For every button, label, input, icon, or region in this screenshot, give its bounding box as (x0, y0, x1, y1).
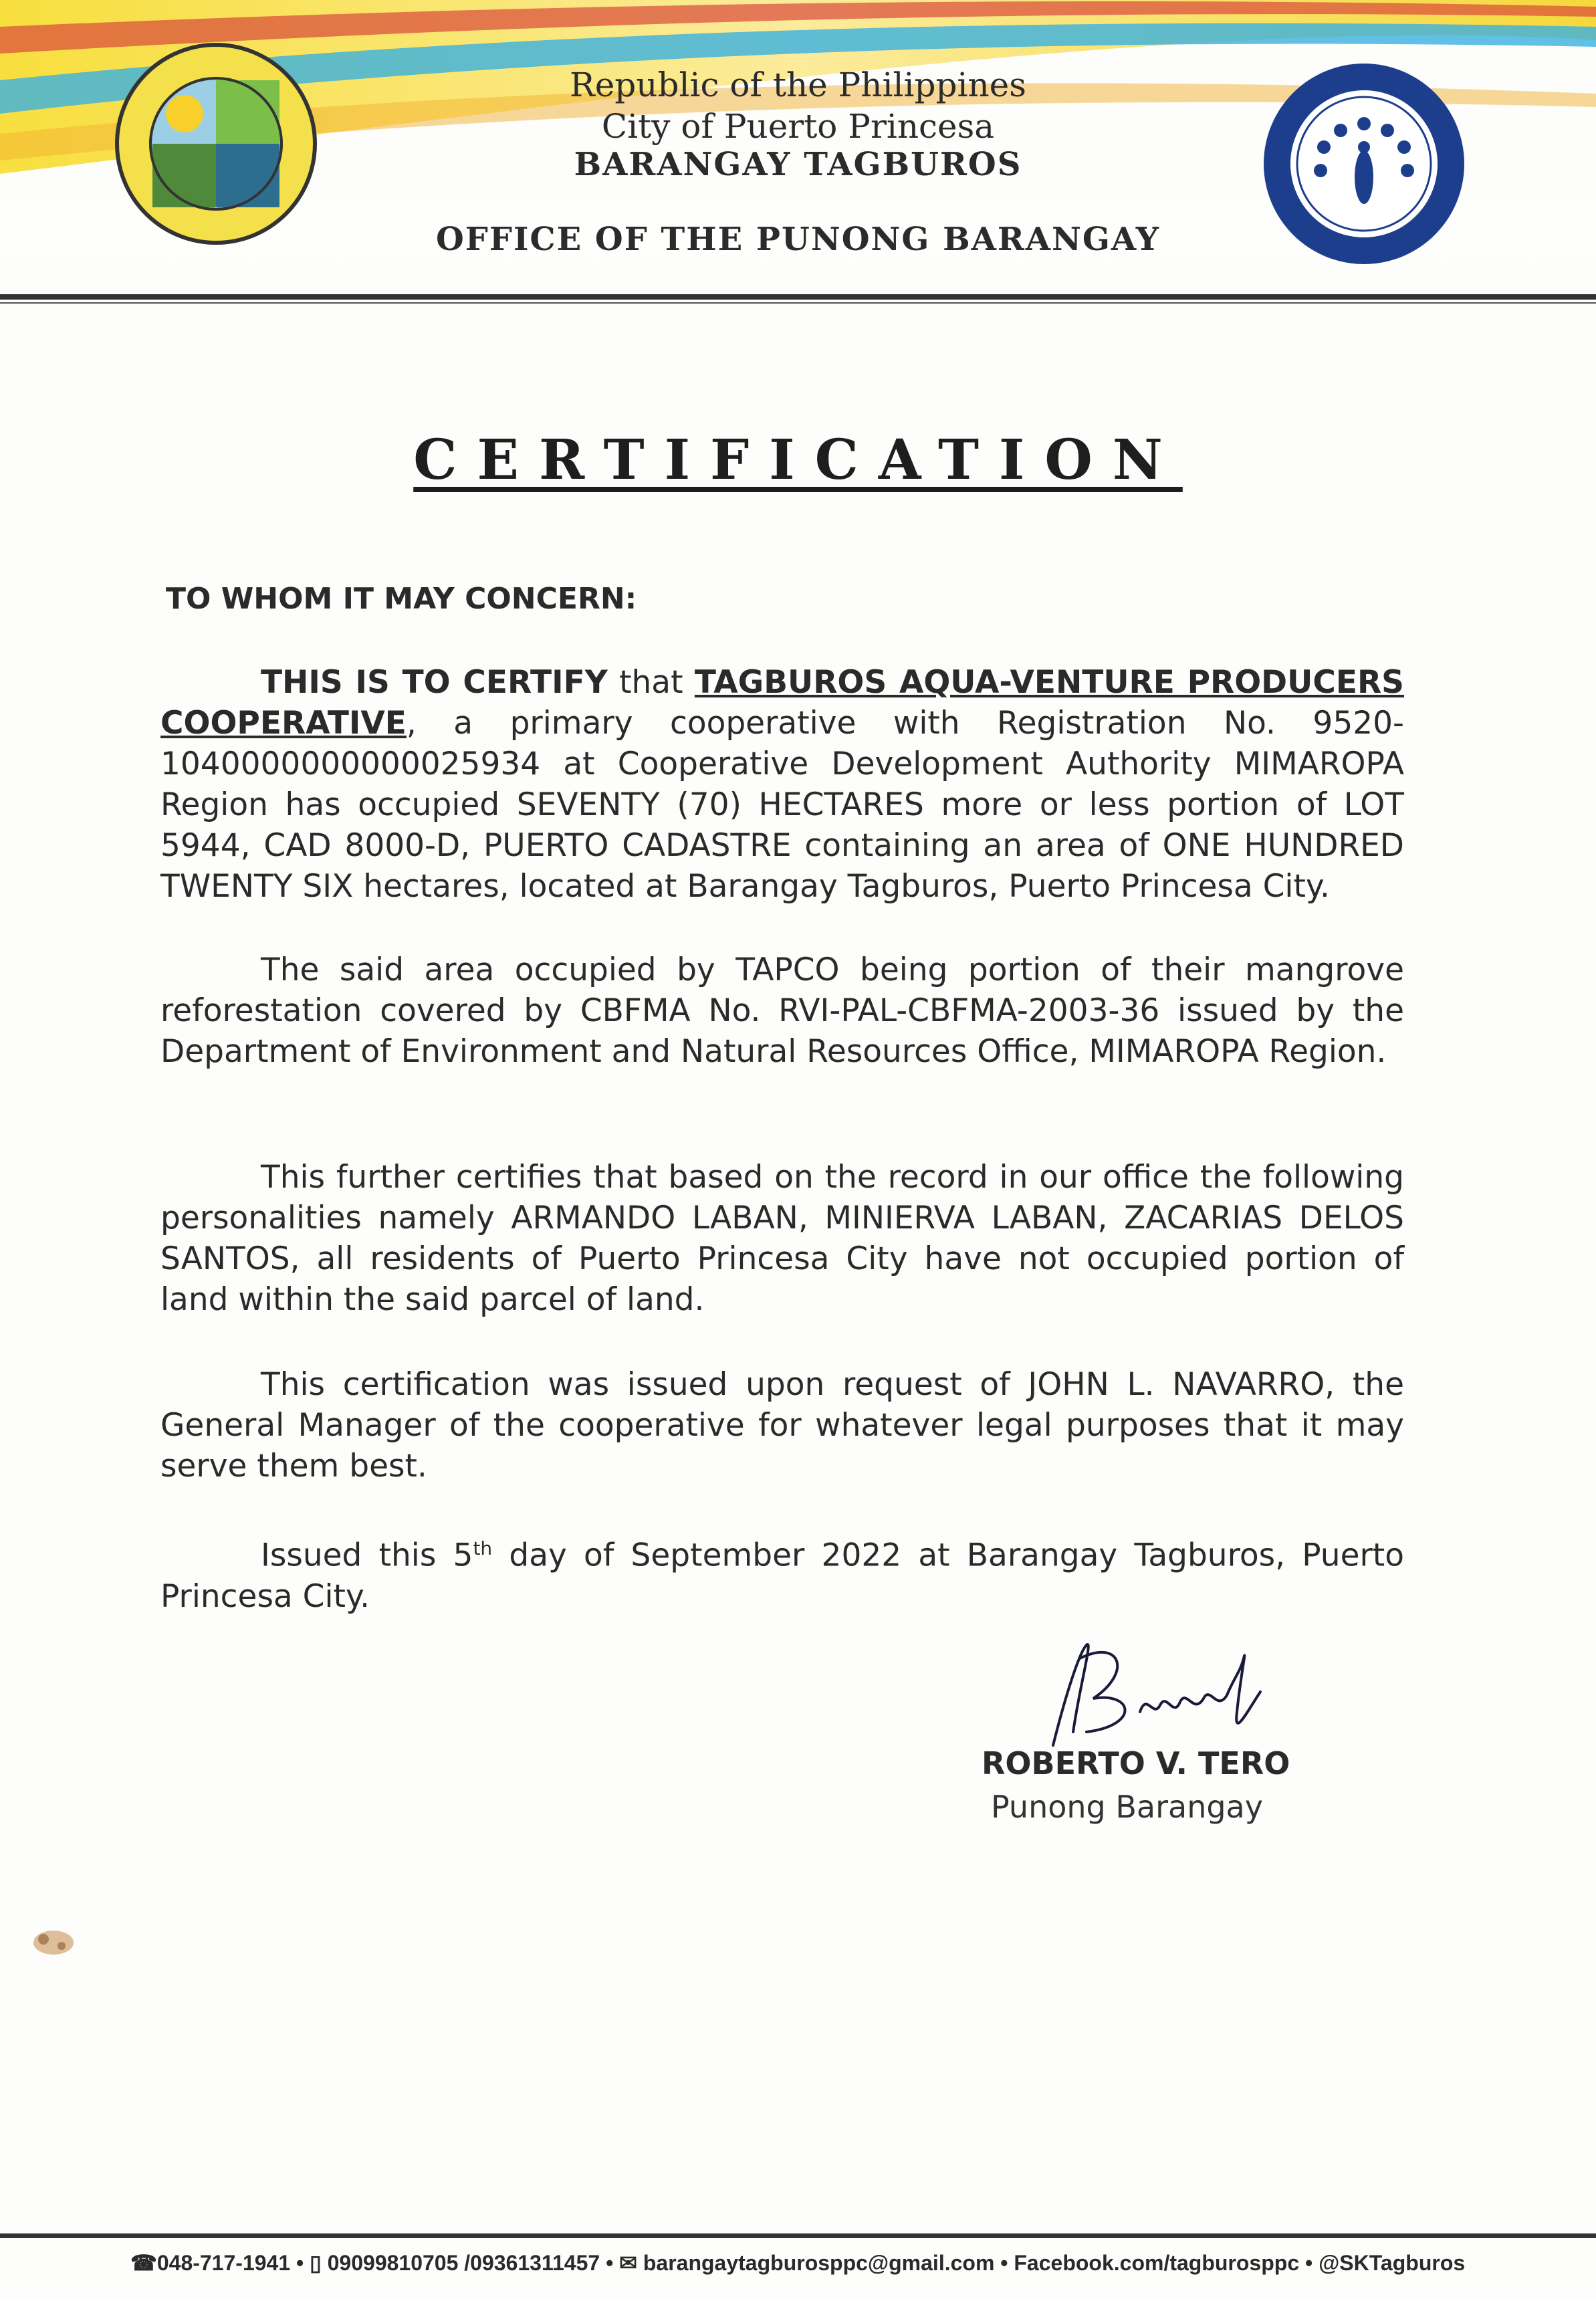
salutation: TO WHOM IT MAY CONCERN: (166, 582, 637, 616)
paper-stain (13, 1912, 94, 1975)
mobile-icon: ▯ (310, 2251, 322, 2275)
city-heading: City of Puerto Princesa (601, 107, 995, 146)
certify-connector: that (607, 664, 695, 701)
paragraph-issued (160, 1528, 1404, 1617)
paragraph-request: This certification was issued upon request of JOHN L. NAVARRO, the General Manager of the cooperative for whatever legal purposes that it may serve them best. (160, 1366, 1404, 1485)
email-address: barangaytagburosppc@gmail.com (643, 2251, 995, 2275)
phone-icon: ☎ (130, 2251, 157, 2275)
signatory-name: ROBERTO V. TERO (982, 1745, 1290, 1781)
paragraph-personalities: This further certifies that based on the record in our office the following personalities namely ARMANDO LABAN, MINIERVA LABAN, ZACARIAS DELOS SANTOS, all residents of Puerto Princesa City have not occupied portion of land within the said parcel of land. (160, 1159, 1404, 1318)
footer-separator: • (994, 2251, 1014, 2275)
mobile-numbers: 09099810705 /09361311457 (327, 2251, 600, 2275)
certify-lead: THIS IS TO CERTIFY (261, 664, 608, 701)
social-handle: @SKTagburos (1319, 2251, 1466, 2275)
issued-text-rest: day of September 2022 at Barangay Tagburos, Puerto Princesa City. (160, 1537, 1404, 1615)
email-icon: ✉ (619, 2251, 637, 2275)
footer-separator: • (290, 2251, 310, 2275)
signatory-title: Punong Barangay (991, 1789, 1263, 1825)
document-title: CERTIFICATION (413, 428, 1183, 492)
issued-text: Issued this 5 (261, 1537, 473, 1574)
contact-footer (130, 2250, 1465, 2276)
footer-separator: • (600, 2251, 620, 2275)
paragraph-certify (160, 662, 1404, 907)
barangay-heading: BARANGAY TAGBUROS (574, 146, 1022, 183)
certify-body: , a primary cooperative with Registration No. 9520-1040000000000025934 at Cooperative Development Authority MIMAROPA Region has occupied SEVENTY (70) HECTARES more or less portion of LOT 5944, CAD 8000-D, PUERTO CADASTRE containing an area of ONE HUNDRED TWENTY SIX hectares, located at Barangay Tagburos, Puerto Princesa City. (160, 705, 1404, 905)
facebook-link: Facebook.com/tagburosppc (1014, 2251, 1300, 2275)
header-divider-thin (0, 302, 1596, 304)
issued-ordinal: th (473, 1537, 493, 1559)
footer-divider (0, 2233, 1596, 2238)
cooperative-name: TAGBUROS AQUA-VENTURE PRODUCERS COOPERATIVE (160, 664, 1404, 742)
office-heading: OFFICE OF THE PUNONG BARANGAY (435, 221, 1161, 258)
footer-separator: • (1299, 2251, 1319, 2275)
phone-number: 048-717-1941 (156, 2251, 291, 2275)
paragraph-area: The said area occupied by TAPCO being portion of their mangrove reforestation covered by CBFMA No. RVI-PAL-CBFMA-2003-36 issued by the Department of Environment and Natural Resources Office, MIMAROPA Region. (160, 952, 1404, 1070)
header-divider (0, 294, 1596, 300)
republic-heading: Republic of the Philippines (570, 66, 1026, 104)
